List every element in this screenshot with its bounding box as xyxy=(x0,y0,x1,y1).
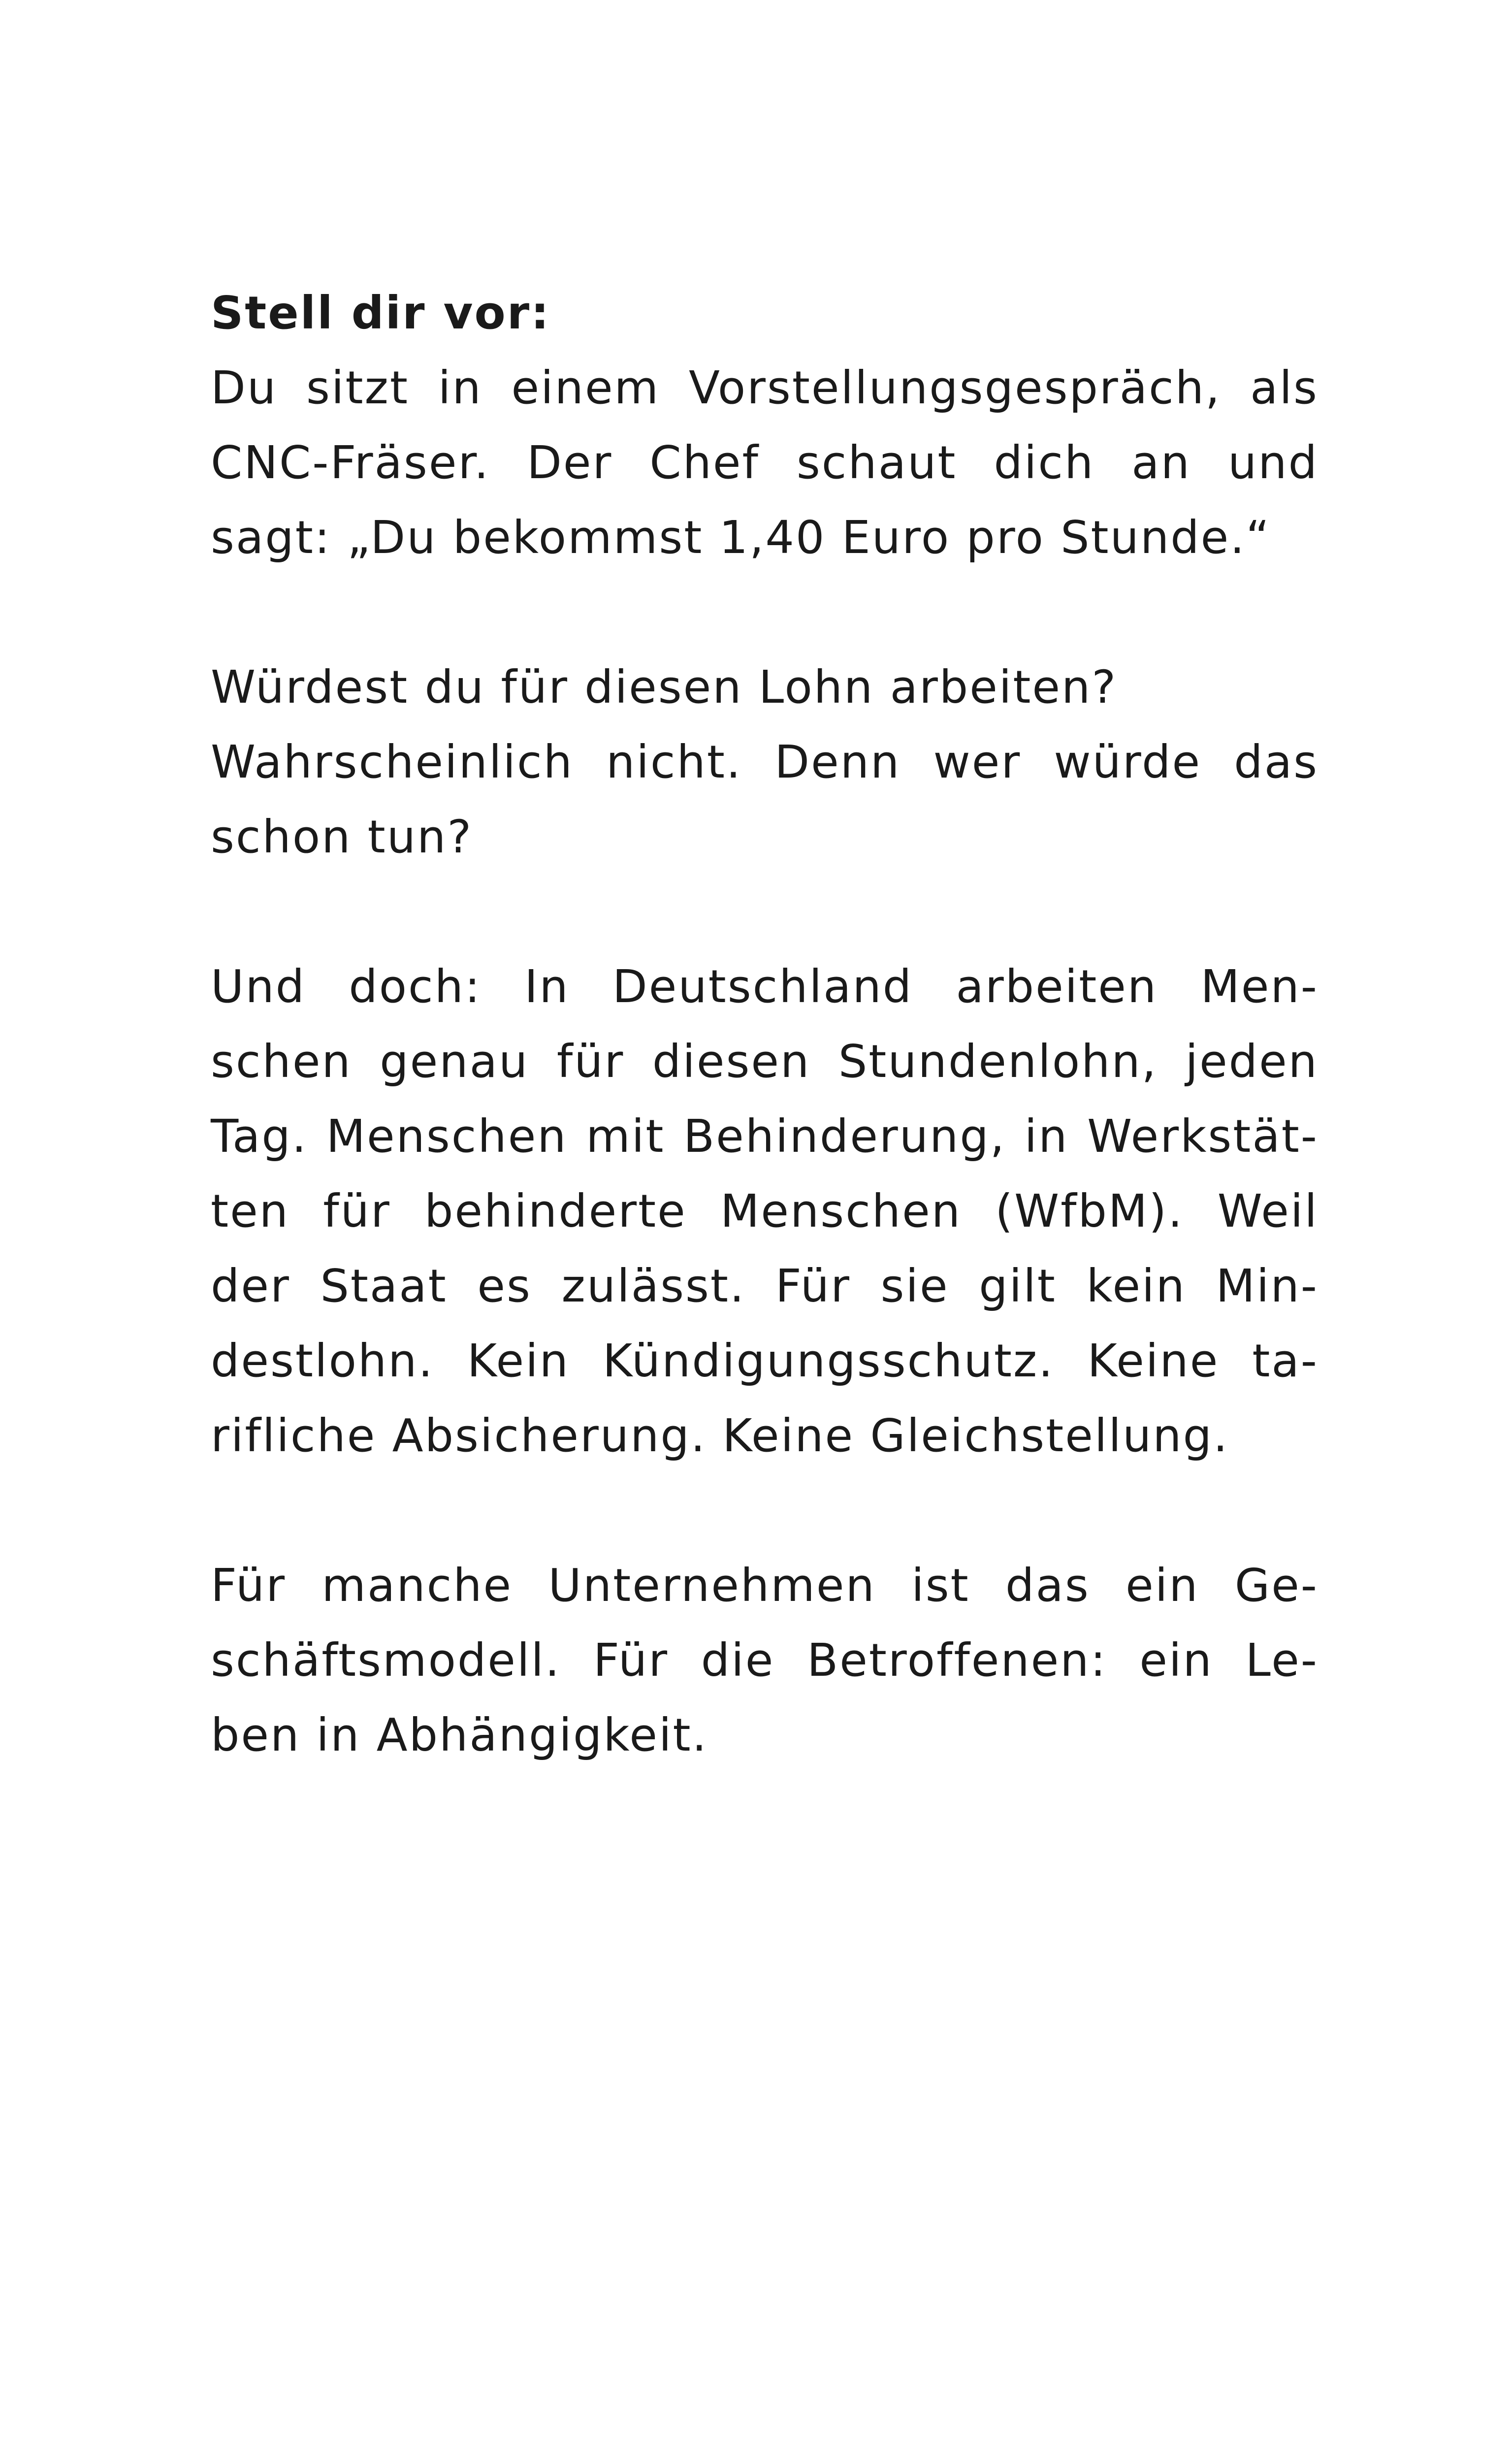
paragraph-line: Und doch: In Deutschland arbeiten Men- xyxy=(211,960,1319,1013)
section-heading: Stell dir vor: xyxy=(211,287,550,339)
paragraph-1 xyxy=(211,351,1319,575)
paragraph-4 xyxy=(211,1548,1319,1773)
paragraph-line: Tag. Menschen mit Behinderung, in Werkstät- xyxy=(211,1110,1319,1163)
paragraph-line: Wahrscheinlich nicht. Denn wer würde das xyxy=(211,736,1319,788)
paragraph-line: sagt: „Du bekommst 1,40 Euro pro Stunde.“ xyxy=(211,511,1271,564)
paragraph-line: schon tun? xyxy=(211,811,473,863)
text-body xyxy=(211,276,1319,1848)
paragraph-line: schen genau für diesen Stundenlohn, jeden xyxy=(211,1035,1319,1088)
paragraph-line: CNC-Fräser. Der Chef schaut dich an und xyxy=(211,436,1319,489)
paragraph-line: schäftsmodell. Für die Betroffenen: ein Le- xyxy=(211,1634,1319,1687)
paragraph-line: ten für behinderte Menschen (WfbM). Weil xyxy=(211,1185,1319,1238)
paragraph-3 xyxy=(211,949,1319,1473)
paragraph-2 xyxy=(211,650,1319,875)
paragraph-line: destlohn. Kein Kündigungsschutz. Keine ta- xyxy=(211,1335,1319,1387)
paragraph-line: Für manche Unternehmen ist das ein Ge- xyxy=(211,1559,1319,1612)
paragraph-line: Du sitzt in einem Vorstellungsgespräch, als xyxy=(211,361,1319,414)
paragraph-line: der Staat es zulässt. Für sie gilt kein Min- xyxy=(211,1260,1319,1312)
intro-block xyxy=(211,276,1319,575)
paragraph-line: Würdest du für diesen Lohn arbeiten? xyxy=(211,661,1118,714)
paragraph-line: rifliche Absicherung. Keine Gleichstellung. xyxy=(211,1409,1229,1462)
paragraph-line: ben in Abhängigkeit. xyxy=(211,1709,708,1761)
